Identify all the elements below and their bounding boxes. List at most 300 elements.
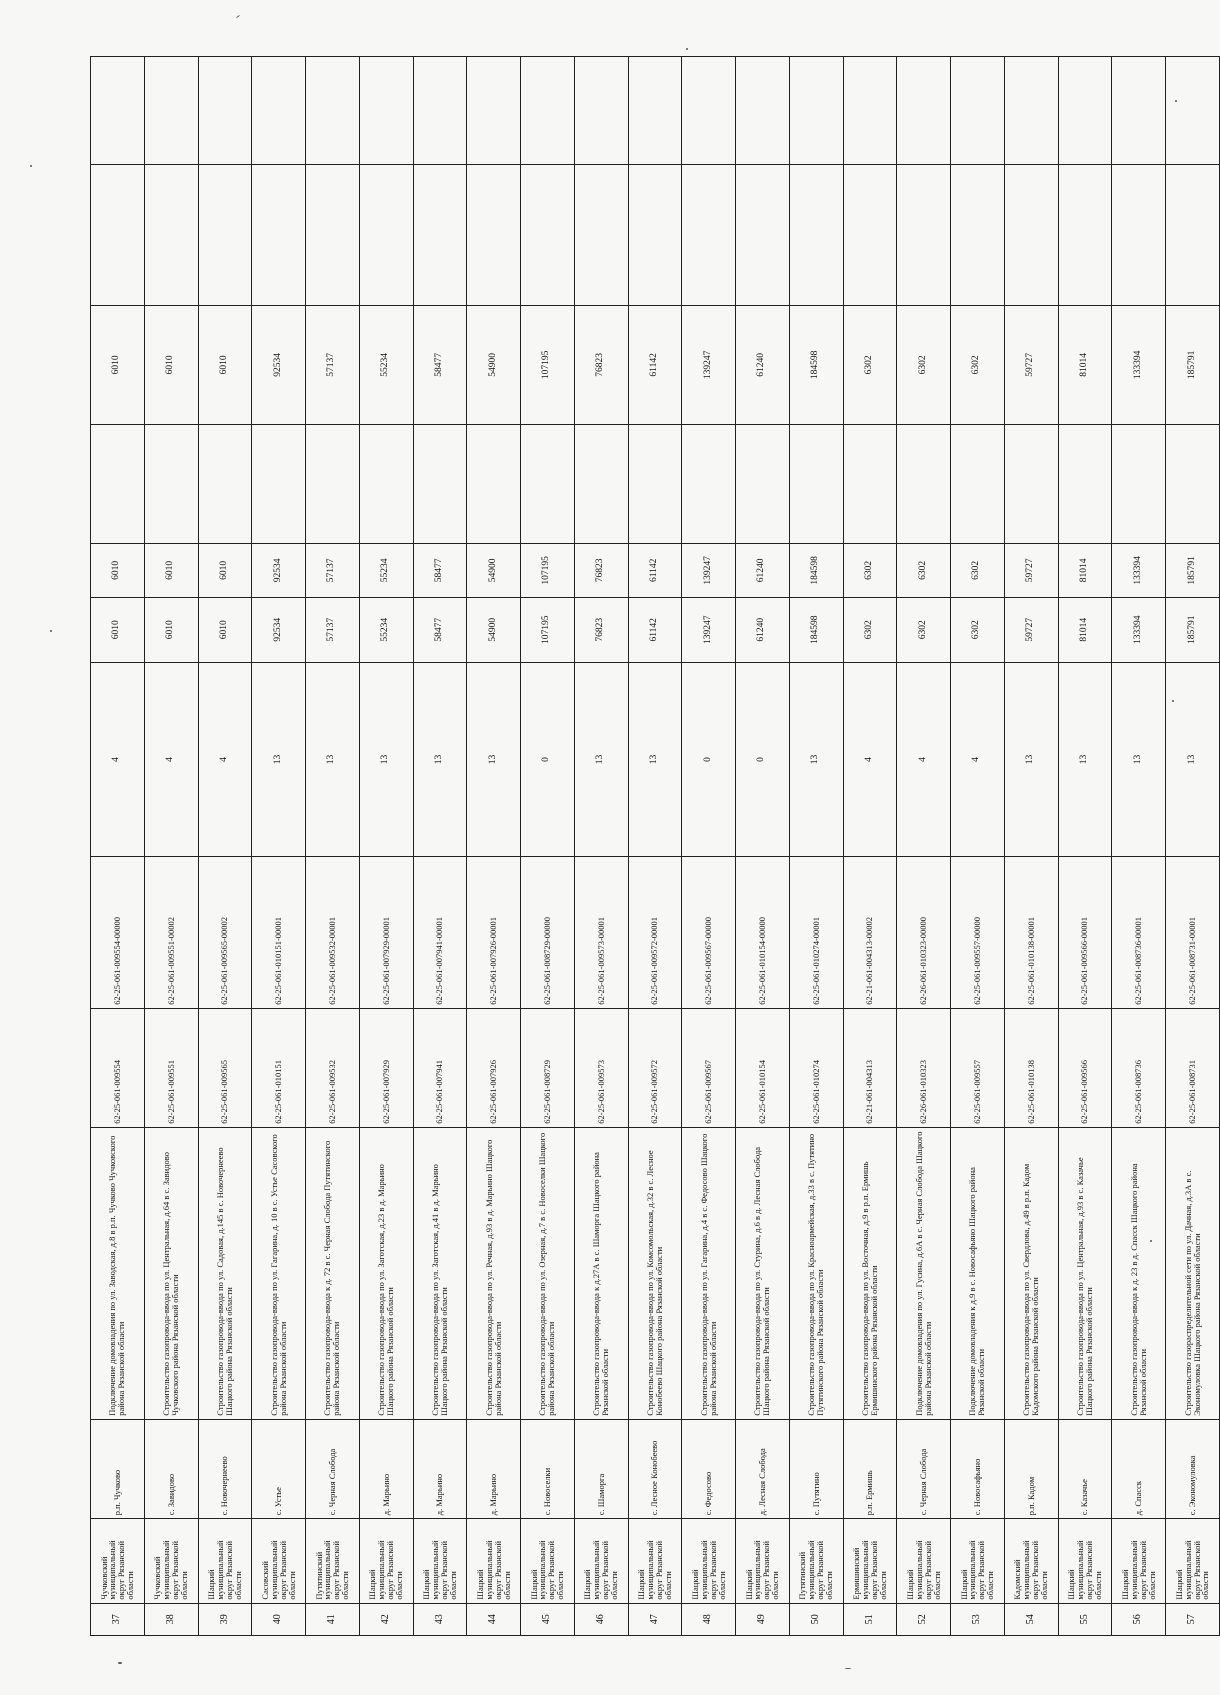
object-description-cell: Строительство газопровода-ввода к д. 23 в д. Спасск Шацкого района Рязанской области xyxy=(1112,1127,1166,1419)
empty-cell xyxy=(789,165,843,306)
empty-cell xyxy=(628,57,682,165)
locality-cell: с. Казачье xyxy=(1058,1419,1112,1518)
count-cell: 13 xyxy=(467,662,521,857)
amount-source-cell: 6010 xyxy=(198,543,252,597)
empty-cell xyxy=(306,165,360,306)
object-code-cell: 62-25-061-009573 xyxy=(574,1008,628,1127)
district-cell: Чучковский муниципальный округ Рязанской области xyxy=(91,1519,145,1603)
object-code-full-cell: 62-25-061-009532-00001 xyxy=(306,857,360,1008)
table-row xyxy=(1166,57,1220,1636)
empty-cell xyxy=(359,165,413,306)
empty-amount-cell xyxy=(252,424,306,543)
amount-source-cell: 54900 xyxy=(467,543,521,597)
count-cell: 4 xyxy=(951,662,1005,857)
locality-cell: с. Новоселки xyxy=(521,1419,575,1518)
empty-cell xyxy=(413,165,467,306)
district-cell: Путятинский муниципальный округ Рязанской области xyxy=(789,1519,843,1603)
amount-source-cell: 139247 xyxy=(682,543,736,597)
amount-final-cell: 6010 xyxy=(144,305,198,424)
empty-amount-cell xyxy=(843,424,897,543)
locality-cell: с. Путятино xyxy=(789,1419,843,1518)
row-number: 47 xyxy=(628,1603,682,1635)
empty-cell xyxy=(628,165,682,306)
amount-total-cell: 6302 xyxy=(951,597,1005,662)
amount-final-cell: 61142 xyxy=(628,305,682,424)
amount-final-cell: 6302 xyxy=(843,305,897,424)
row-number: 57 xyxy=(1166,1603,1220,1635)
count-cell: 13 xyxy=(413,662,467,857)
object-code-full-cell: 62-25-061-009573-00001 xyxy=(574,857,628,1008)
amount-final-cell: 57137 xyxy=(306,305,360,424)
amount-total-cell: 76823 xyxy=(574,597,628,662)
empty-cell xyxy=(1004,57,1058,165)
object-code-cell: 62-25-061-009557 xyxy=(951,1008,1005,1127)
object-code-full-cell: 62-25-061-009557-00000 xyxy=(951,857,1005,1008)
district-cell: Шацкий муниципальный округ Рязанской области xyxy=(1058,1519,1112,1603)
object-code-cell: 62-25-061-009532 xyxy=(306,1008,360,1127)
empty-cell xyxy=(1058,165,1112,306)
empty-cell xyxy=(198,57,252,165)
row-number: 49 xyxy=(736,1603,790,1635)
row-number: 53 xyxy=(951,1603,1005,1635)
object-description-cell: Строительство газопровода-ввода по ул. Озерная, д.7 в с. Новоселки Шацкого района Рязанской области xyxy=(521,1127,575,1419)
empty-cell xyxy=(736,165,790,306)
count-cell: 13 xyxy=(574,662,628,857)
empty-amount-cell xyxy=(306,424,360,543)
amount-final-cell: 6302 xyxy=(951,305,1005,424)
empty-amount-cell xyxy=(789,424,843,543)
count-cell: 13 xyxy=(306,662,360,857)
empty-cell xyxy=(897,57,951,165)
amount-source-cell: 92534 xyxy=(252,543,306,597)
empty-cell xyxy=(306,57,360,165)
table-row xyxy=(91,57,145,1636)
row-number: 55 xyxy=(1058,1603,1112,1635)
empty-amount-cell xyxy=(144,424,198,543)
amount-total-cell: 57137 xyxy=(306,597,360,662)
district-cell: Шацкий муниципальный округ Рязанской области xyxy=(467,1519,521,1603)
district-cell: Путятинский муниципальный округ Рязанской области xyxy=(306,1519,360,1603)
scan-speck xyxy=(30,165,32,167)
count-cell: 13 xyxy=(1004,662,1058,857)
count-cell: 13 xyxy=(1058,662,1112,857)
object-description-cell: Строительство газопровода-ввода по ул. Речная, д.93 в д. Марьино Шацкого района Рязанской области xyxy=(467,1127,521,1419)
empty-cell xyxy=(1166,165,1220,306)
object-code-cell: 62-25-061-010138 xyxy=(1004,1008,1058,1127)
locality-cell: с. Черная Слобода xyxy=(306,1419,360,1518)
locality-cell: с. Экономуловка xyxy=(1166,1419,1220,1518)
district-cell: Кадомский муниципальный округ Рязанской области xyxy=(1004,1519,1058,1603)
district-cell: Шацкий муниципальный округ Рязанской области xyxy=(897,1519,951,1603)
amount-total-cell: 133394 xyxy=(1112,597,1166,662)
empty-cell xyxy=(144,57,198,165)
empty-cell xyxy=(736,57,790,165)
object-code-full-cell: 62-26-061-010323-00000 xyxy=(897,857,951,1008)
empty-cell xyxy=(144,165,198,306)
object-description-cell: Строительство газопровода-ввода по ул. Центральная, д.64 в с. Завидово Чучковского района Рязанской области xyxy=(144,1127,198,1419)
district-cell: Шацкий муниципальный округ Рязанской области xyxy=(628,1519,682,1603)
district-cell: Шацкий муниципальный округ Рязанской области xyxy=(413,1519,467,1603)
empty-cell xyxy=(198,165,252,306)
empty-cell xyxy=(1004,165,1058,306)
empty-cell xyxy=(1058,57,1112,165)
row-number: 46 xyxy=(574,1603,628,1635)
object-code-full-cell: 62-25-061-009551-00002 xyxy=(144,857,198,1008)
count-cell: 0 xyxy=(682,662,736,857)
row-number: 41 xyxy=(306,1603,360,1635)
row-number: 38 xyxy=(144,1603,198,1635)
object-description-cell: Подключение домовладения по ул. Заводская, д.8 в р.п. Чучково Чучковского района Рязанской области xyxy=(91,1127,145,1419)
row-number: 43 xyxy=(413,1603,467,1635)
row-number: 37 xyxy=(91,1603,145,1635)
amount-total-cell: 59727 xyxy=(1004,597,1058,662)
amount-total-cell: 6010 xyxy=(144,597,198,662)
empty-cell xyxy=(521,57,575,165)
district-cell: Ермишинский муниципальный округ Рязанской области xyxy=(843,1519,897,1603)
amount-total-cell: 92534 xyxy=(252,597,306,662)
amount-final-cell: 6010 xyxy=(198,305,252,424)
amount-final-cell: 81014 xyxy=(1058,305,1112,424)
empty-cell xyxy=(91,165,145,306)
amount-final-cell: 76823 xyxy=(574,305,628,424)
object-description-cell: Строительство газораспределительной сети по ул. Дачная, д.3А в с. Экономуловка Шацкого района Рязанской области xyxy=(1166,1127,1220,1419)
amount-final-cell: 55234 xyxy=(359,305,413,424)
empty-amount-cell xyxy=(413,424,467,543)
locality-cell: д. Марьино xyxy=(359,1419,413,1518)
object-code-cell: 62-25-061-010151 xyxy=(252,1008,306,1127)
amount-final-cell: 59727 xyxy=(1004,305,1058,424)
empty-cell xyxy=(91,57,145,165)
empty-cell xyxy=(467,165,521,306)
empty-cell xyxy=(1166,57,1220,165)
object-code-full-cell: 62-25-061-008729-00000 xyxy=(521,857,575,1008)
table-row xyxy=(1004,57,1058,1636)
table-row xyxy=(359,57,413,1636)
empty-amount-cell xyxy=(574,424,628,543)
rotated-table-wrapper xyxy=(90,56,1220,1636)
object-code-full-cell: 62-25-061-009567-00000 xyxy=(682,857,736,1008)
table-row xyxy=(306,57,360,1636)
object-code-cell: 62-25-061-009551 xyxy=(144,1008,198,1127)
count-cell: 13 xyxy=(628,662,682,857)
table-row xyxy=(252,57,306,1636)
locality-cell: р.п. Чучково xyxy=(91,1419,145,1518)
empty-cell xyxy=(843,165,897,306)
amount-final-cell: 133394 xyxy=(1112,305,1166,424)
amount-source-cell: 6302 xyxy=(843,543,897,597)
object-code-cell: 62-25-061-007941 xyxy=(413,1008,467,1127)
amount-source-cell: 57137 xyxy=(306,543,360,597)
object-code-full-cell: 62-25-061-010274-00001 xyxy=(789,857,843,1008)
object-code-cell: 62-25-061-007929 xyxy=(359,1008,413,1127)
table-row xyxy=(951,57,1005,1636)
amount-source-cell: 81014 xyxy=(1058,543,1112,597)
count-cell: 13 xyxy=(252,662,306,857)
district-cell: Чучковский муниципальный округ Рязанской области xyxy=(144,1519,198,1603)
empty-amount-cell xyxy=(628,424,682,543)
empty-cell xyxy=(574,57,628,165)
empty-amount-cell xyxy=(736,424,790,543)
count-cell: 0 xyxy=(521,662,575,857)
district-cell: Шацкий муниципальный округ Рязанской области xyxy=(574,1519,628,1603)
object-description-cell: Строительство газопровода-ввода по ул. Гагарина, д. 10 в с. Устье Сасовского района Рязанской области xyxy=(252,1127,306,1419)
district-cell: Шацкий муниципальный округ Рязанской области xyxy=(359,1519,413,1603)
amount-final-cell: 185791 xyxy=(1166,305,1220,424)
row-number: 42 xyxy=(359,1603,413,1635)
object-description-cell: Подключение домовладения к д.9 в с. Новосафьяно Шацкого района Рязанской области xyxy=(951,1127,1005,1419)
object-code-cell: 62-25-061-009554 xyxy=(91,1008,145,1127)
locality-cell: д. Лесная Слобода xyxy=(736,1419,790,1518)
gas-connection-register-table xyxy=(90,56,1220,1636)
table-row xyxy=(682,57,736,1636)
empty-cell xyxy=(682,57,736,165)
table-row xyxy=(1058,57,1112,1636)
object-description-cell: Строительство газопровода-ввода по ул. Садовая, д.145 в с. Новочернеево Шацкого района Рязанской области xyxy=(198,1127,252,1419)
object-description-cell: Строительство газопровода-ввода по ул. Центральная, д.93 в с. Казачье Шацкого района Рязанской области xyxy=(1058,1127,1112,1419)
district-cell: Шацкий муниципальный округ Рязанской области xyxy=(951,1519,1005,1603)
amount-total-cell: 184598 xyxy=(789,597,843,662)
locality-cell: с. Черная Слобода xyxy=(897,1419,951,1518)
locality-cell: с. Новочернеево xyxy=(198,1419,252,1518)
object-code-cell: 62-25-061-007926 xyxy=(467,1008,521,1127)
district-cell: Шацкий муниципальный округ Рязанской области xyxy=(736,1519,790,1603)
object-code-cell: 62-25-061-009565 xyxy=(198,1008,252,1127)
table-row xyxy=(521,57,575,1636)
empty-cell xyxy=(951,165,1005,306)
amount-total-cell: 54900 xyxy=(467,597,521,662)
empty-amount-cell xyxy=(682,424,736,543)
table-row xyxy=(413,57,467,1636)
amount-source-cell: 59727 xyxy=(1004,543,1058,597)
district-cell: Сасовский муниципальный округ Рязанской области xyxy=(252,1519,306,1603)
amount-source-cell: 6010 xyxy=(144,543,198,597)
row-number: 54 xyxy=(1004,1603,1058,1635)
amount-source-cell: 6010 xyxy=(91,543,145,597)
object-code-cell: 62-21-061-004313 xyxy=(843,1008,897,1127)
object-code-full-cell: 62-21-061-004313-00002 xyxy=(843,857,897,1008)
row-number: 40 xyxy=(252,1603,306,1635)
empty-cell xyxy=(252,57,306,165)
object-code-full-cell: 62-25-061-010138-00001 xyxy=(1004,857,1058,1008)
empty-cell xyxy=(789,57,843,165)
scan-speck xyxy=(686,48,688,50)
amount-total-cell: 61240 xyxy=(736,597,790,662)
object-description-cell: Строительство газопровода-ввода к д.27А в с. Шаморга Шацкого района Рязанской области xyxy=(574,1127,628,1419)
object-code-cell: 62-25-061-009567 xyxy=(682,1008,736,1127)
locality-cell: с. Шаморга xyxy=(574,1419,628,1518)
object-code-full-cell: 62-25-061-009554-00000 xyxy=(91,857,145,1008)
count-cell: 4 xyxy=(897,662,951,857)
empty-cell xyxy=(359,57,413,165)
empty-cell xyxy=(521,165,575,306)
locality-cell: д. Марьино xyxy=(413,1419,467,1518)
count-cell: 13 xyxy=(1166,662,1220,857)
empty-cell xyxy=(413,57,467,165)
scan-speck xyxy=(236,15,240,18)
object-description-cell: Строительство газопровода-ввода по ул. Красноармейская, д.33 в с. Путятино Путятинского района Рязанской области xyxy=(789,1127,843,1419)
table-row xyxy=(736,57,790,1636)
district-cell: Шацкий муниципальный округ Рязанской области xyxy=(521,1519,575,1603)
object-description-cell: Строительство газопровода-ввода по ул. Стурина, д.6 в д. Лесная Слобода Шацкого района Рязанской области xyxy=(736,1127,790,1419)
amount-total-cell: 55234 xyxy=(359,597,413,662)
object-code-cell: 62-26-061-010323 xyxy=(897,1008,951,1127)
amount-source-cell: 61240 xyxy=(736,543,790,597)
locality-cell: р.п. Кадом xyxy=(1004,1419,1058,1518)
amount-source-cell: 107195 xyxy=(521,543,575,597)
empty-amount-cell xyxy=(1058,424,1112,543)
table-row xyxy=(897,57,951,1636)
locality-cell: д. Марьино xyxy=(467,1419,521,1518)
row-number: 52 xyxy=(897,1603,951,1635)
table-row xyxy=(574,57,628,1636)
empty-amount-cell xyxy=(521,424,575,543)
object-description-cell: Строительство газопровода-ввода по ул. Комсомольская, д.32 в с. Лесное Конобеево Шацкого района Рязанской области xyxy=(628,1127,682,1419)
locality-cell: д. Спасск xyxy=(1112,1419,1166,1518)
amount-total-cell: 81014 xyxy=(1058,597,1112,662)
object-description-cell: Строительство газопровода-ввода по ул. Свердлова, д.49 в р.п. Кадом Кадомского района Рязанской области xyxy=(1004,1127,1058,1419)
amount-total-cell: 107195 xyxy=(521,597,575,662)
locality-cell: с. Устье xyxy=(252,1419,306,1518)
object-code-full-cell: 62-25-061-007926-00001 xyxy=(467,857,521,1008)
object-code-full-cell: 62-25-061-009565-00002 xyxy=(198,857,252,1008)
empty-amount-cell xyxy=(198,424,252,543)
count-cell: 13 xyxy=(789,662,843,857)
scan-speck xyxy=(118,1662,122,1664)
empty-cell xyxy=(574,165,628,306)
district-cell: Шацкий муниципальный округ Рязанской области xyxy=(1166,1519,1220,1603)
object-code-cell: 62-25-061-008729 xyxy=(521,1008,575,1127)
empty-cell xyxy=(897,165,951,306)
amount-source-cell: 76823 xyxy=(574,543,628,597)
amount-source-cell: 58477 xyxy=(413,543,467,597)
table-row xyxy=(789,57,843,1636)
empty-cell xyxy=(252,165,306,306)
amount-source-cell: 6302 xyxy=(951,543,1005,597)
empty-amount-cell xyxy=(1004,424,1058,543)
row-number: 50 xyxy=(789,1603,843,1635)
amount-final-cell: 139247 xyxy=(682,305,736,424)
row-number: 45 xyxy=(521,1603,575,1635)
amount-source-cell: 61142 xyxy=(628,543,682,597)
empty-amount-cell xyxy=(467,424,521,543)
object-description-cell: Строительство газопровода-ввода к д. 72 в с. Черная Слобода Путятинского района Рязанской области xyxy=(306,1127,360,1419)
object-code-full-cell: 62-25-061-009572-00001 xyxy=(628,857,682,1008)
empty-cell xyxy=(843,57,897,165)
district-cell: Шацкий муниципальный округ Рязанской области xyxy=(198,1519,252,1603)
amount-total-cell: 139247 xyxy=(682,597,736,662)
table-row xyxy=(1112,57,1166,1636)
amount-final-cell: 6302 xyxy=(897,305,951,424)
amount-source-cell: 133394 xyxy=(1112,543,1166,597)
object-code-full-cell: 62-25-061-007941-00001 xyxy=(413,857,467,1008)
count-cell: 0 xyxy=(736,662,790,857)
amount-total-cell: 185791 xyxy=(1166,597,1220,662)
count-cell: 4 xyxy=(843,662,897,857)
empty-amount-cell xyxy=(1112,424,1166,543)
object-code-cell: 62-25-061-010274 xyxy=(789,1008,843,1127)
empty-amount-cell xyxy=(91,424,145,543)
row-number: 56 xyxy=(1112,1603,1166,1635)
empty-cell xyxy=(951,57,1005,165)
row-number: 39 xyxy=(198,1603,252,1635)
locality-cell: с. Федосово xyxy=(682,1419,736,1518)
object-code-full-cell: 62-25-061-010154-00000 xyxy=(736,857,790,1008)
amount-final-cell: 92534 xyxy=(252,305,306,424)
amount-final-cell: 6010 xyxy=(91,305,145,424)
empty-amount-cell xyxy=(897,424,951,543)
object-code-cell: 62-25-061-009566 xyxy=(1058,1008,1112,1127)
row-number: 51 xyxy=(843,1603,897,1635)
amount-final-cell: 54900 xyxy=(467,305,521,424)
count-cell: 4 xyxy=(198,662,252,857)
count-cell: 4 xyxy=(91,662,145,857)
district-cell: Шацкий муниципальный округ Рязанской области xyxy=(682,1519,736,1603)
empty-cell xyxy=(1112,57,1166,165)
amount-source-cell: 6302 xyxy=(897,543,951,597)
table-row xyxy=(843,57,897,1636)
amount-total-cell: 6010 xyxy=(198,597,252,662)
empty-amount-cell xyxy=(1166,424,1220,543)
amount-source-cell: 55234 xyxy=(359,543,413,597)
amount-total-cell: 58477 xyxy=(413,597,467,662)
empty-cell xyxy=(1112,165,1166,306)
object-description-cell: Строительство газопровода-ввода по ул. Заготская, д.23 в д. Марьино Шацкого района Рязанской области xyxy=(359,1127,413,1419)
scan-speck xyxy=(845,1668,851,1669)
district-cell: Шацкий муниципальный округ Рязанской области xyxy=(1112,1519,1166,1603)
count-cell: 13 xyxy=(359,662,413,857)
count-cell: 13 xyxy=(1112,662,1166,857)
table-body xyxy=(91,57,1220,1636)
table-row xyxy=(144,57,198,1636)
object-description-cell: Строительство газопровода-ввода по ул. Заготская, д.41 в д. Марьино Шацкого района Рязанской области xyxy=(413,1127,467,1419)
amount-total-cell: 61142 xyxy=(628,597,682,662)
amount-final-cell: 58477 xyxy=(413,305,467,424)
amount-total-cell: 6302 xyxy=(897,597,951,662)
locality-cell: с. Завидово xyxy=(144,1419,198,1518)
amount-total-cell: 6010 xyxy=(91,597,145,662)
table-row xyxy=(628,57,682,1636)
table-row xyxy=(198,57,252,1636)
row-number: 48 xyxy=(682,1603,736,1635)
amount-final-cell: 61240 xyxy=(736,305,790,424)
count-cell: 4 xyxy=(144,662,198,857)
object-code-full-cell: 62-25-061-008731-00001 xyxy=(1166,857,1220,1008)
object-description-cell: Строительство газопровода-ввода по ул. Гагарина, д.4 в с. Федосово Шацкого района Рязанской области xyxy=(682,1127,736,1419)
locality-cell: с. Новосафьяно xyxy=(951,1419,1005,1518)
table-row xyxy=(467,57,521,1636)
empty-cell xyxy=(682,165,736,306)
object-code-full-cell: 62-25-061-007929-00001 xyxy=(359,857,413,1008)
amount-total-cell: 6302 xyxy=(843,597,897,662)
object-code-cell: 62-25-061-008736 xyxy=(1112,1008,1166,1127)
empty-cell xyxy=(467,57,521,165)
object-code-full-cell: 62-25-061-009566-00001 xyxy=(1058,857,1112,1008)
locality-cell: р.п. Ермишь xyxy=(843,1419,897,1518)
object-code-cell: 62-25-061-010154 xyxy=(736,1008,790,1127)
object-code-cell: 62-25-061-009572 xyxy=(628,1008,682,1127)
object-code-full-cell: 62-25-061-010151-00001 xyxy=(252,857,306,1008)
row-number: 44 xyxy=(467,1603,521,1635)
amount-source-cell: 184598 xyxy=(789,543,843,597)
empty-amount-cell xyxy=(951,424,1005,543)
object-code-full-cell: 62-25-061-008736-00001 xyxy=(1112,857,1166,1008)
scan-speck xyxy=(50,630,52,632)
amount-final-cell: 107195 xyxy=(521,305,575,424)
amount-final-cell: 184598 xyxy=(789,305,843,424)
amount-source-cell: 185791 xyxy=(1166,543,1220,597)
locality-cell: с. Лесное Конобеево xyxy=(628,1419,682,1518)
object-description-cell: Подключение домовладения по ул. Гусина, д.6А в с. Черная Слобода Шацкого района Рязанской области xyxy=(897,1127,951,1419)
